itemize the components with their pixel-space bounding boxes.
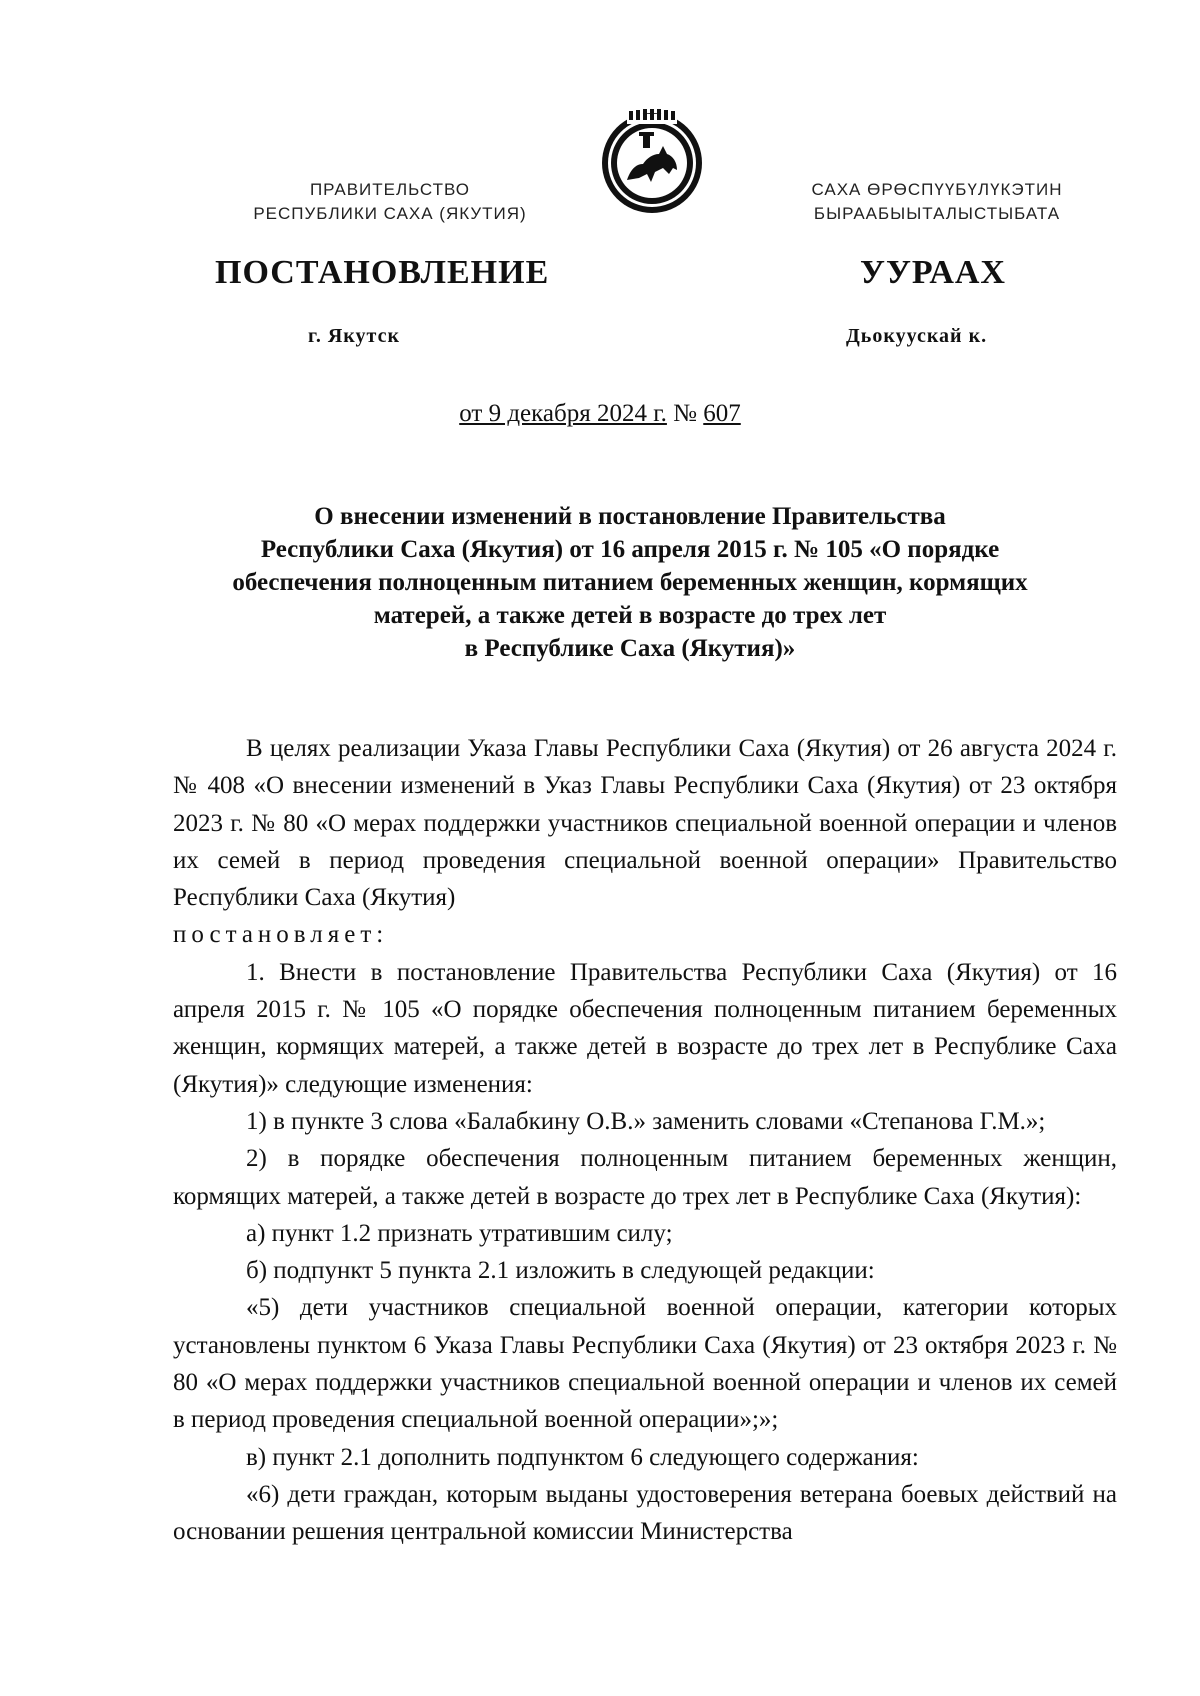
paragraph-subitem-v: в) пункт 2.1 дополнить подпунктом 6 следующего содержания: [246,1443,919,1471]
government-name-sakha [737,178,1137,226]
paragraph-subitem-2: 2) в порядке обеспечения полноценным питанием беременных женщин, кормящих матерей, а также детей в возрасте до трех лет в Республике Саха (Якутия): [173,1145,1117,1210]
paragraph-quote-6: «6) дети граждан, которым выданы удостоверения ветерана боевых действий на основании решения центральной комиссии Министерства [173,1480,1117,1546]
number-sign: № [673,400,698,427]
government-name-russian [180,178,600,226]
heading-line: Республики Саха (Якутия) от 16 апреля 2015 г. № 105 «О порядке [260,536,1000,563]
resolves-word: постановляет: [173,921,389,949]
heading-line: в Республике Саха (Якутия)» [464,635,796,662]
org-line: РЕСПУБЛИКИ САХА (ЯКУТИЯ) [253,204,527,223]
paragraph-item-1: 1. Внести в постановление Правительства Республики Саха (Якутия) от 16 апреля 2015 г. № 105 «О порядке обеспечения полноценным питанием беременных женщин, кормящих матерей, а также детей в возрасте до трех лет в Республике Саха (Якутия)» следующие изменения: [173,958,1117,1098]
heading-line: матерей, а также детей в возрасте до трех лет [373,602,887,629]
org-line: БЫРААБЫЫТАЛЫСТЫБАТА [813,204,1061,223]
decree-date: от 9 декабря 2024 г. [459,400,667,427]
document-body [173,730,1117,1551]
decree-date-number [0,400,1200,428]
city-sakha: Дьокуускай к. [846,325,988,347]
decree-heading [170,500,1090,665]
republic-sakha-emblem-icon [597,108,707,218]
preamble-text: В целях реализации Указа Главы Республики Саха (Якутия) от 26 августа 2024 г. № 408 «О внесении изменений в Указ Главы Республики Саха (Якутия) от 23 октября 2023 г. № 80 «О мерах поддержки участников специальной военной операции и членов их семей в период проведения специальной военной операции» Правительство Республики Саха (Якутия) [173,735,1117,912]
city-russian: г. Якутск [308,325,400,347]
paragraph-preamble [173,730,1117,954]
document-type-sakha: УУРААХ [860,254,1006,291]
heading-line: О внесении изменений в постановление Правительства [314,503,946,530]
paragraph-subitem-b: б) подпункт 5 пункта 2.1 изложить в следующей редакции: [246,1257,875,1285]
decree-number: 607 [703,400,741,427]
heading-line: обеспечения полноценным питанием беременных женщин, кормящих [232,569,1028,596]
org-line: САХА ӨРӨСПҮҮБҮЛҮКЭТИН [811,180,1063,199]
paragraph-quote-5: «5) дети участников специальной военной операции, категории которых установлены пунктом 6 Указа Главы Республики Саха (Якутия) от 23 октября 2023 г. № 80 «О мерах поддержки участников специальной военной операции и членов их семей в период проведения специальной военной операции»;»; [173,1294,1117,1434]
paragraph-subitem-1: 1) в пункте 3 слова «Балабкину О.В.» заменить словами «Степанова Г.М.»; [246,1107,1046,1135]
org-line: ПРАВИТЕЛЬСТВО [309,180,471,199]
paragraph-subitem-a: а) пункт 1.2 признать утратившим силу; [246,1219,673,1247]
document-type-russian: ПОСТАНОВЛЕНИЕ [215,254,550,291]
